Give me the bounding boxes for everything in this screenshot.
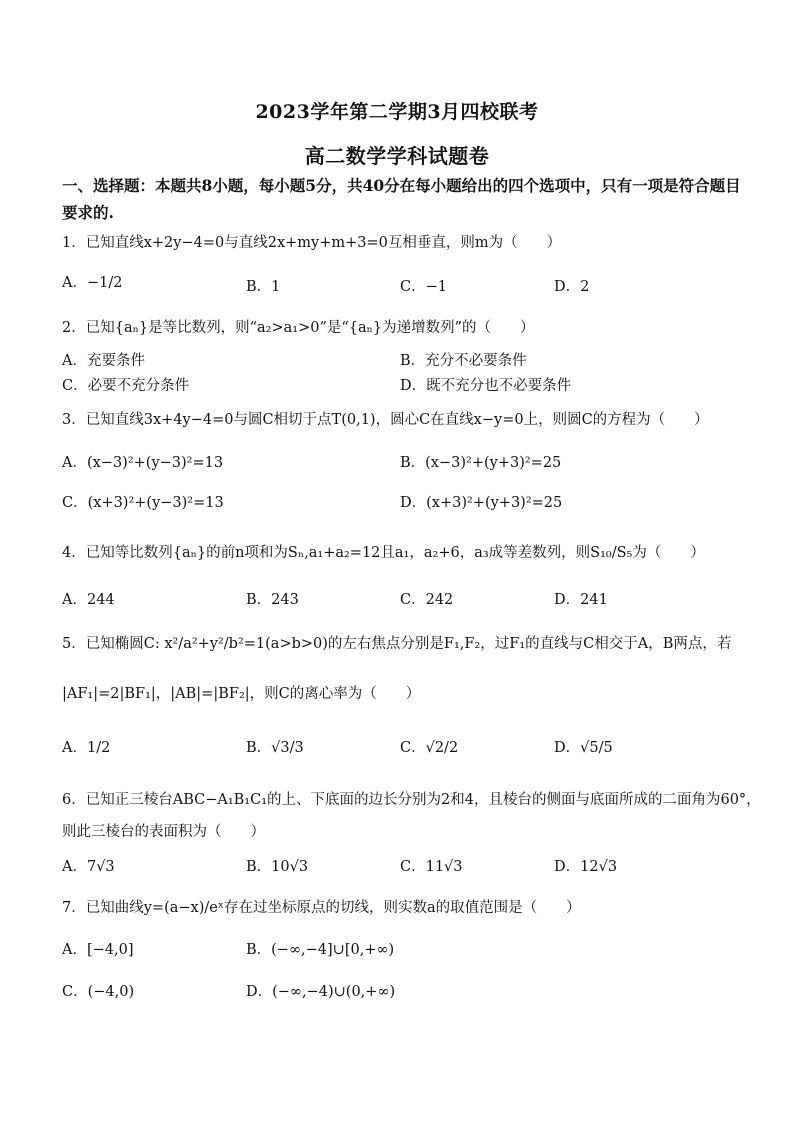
question-5-option-c: C．√2/2 [400, 740, 459, 756]
question-4-option-d: D．241 [554, 592, 608, 608]
question-5-option-d: D．√5/5 [554, 740, 613, 756]
question-2-option-c: C．必要不充分条件 [62, 378, 190, 394]
question-1-option-d: D．2 [554, 279, 590, 295]
question-5-stem-continued: |AF₁|=2|BF₁|，|AB|=|BF₂|，则C的离心率为（ ） [62, 686, 421, 702]
question-2-option-d: D．既不充分也不必要条件 [400, 378, 572, 394]
question-3-option-a: A．(x−3)²+(y−3)²=13 [62, 455, 224, 471]
question-6-stem-continued: 则此三棱台的表面积为（ ） [62, 824, 265, 840]
question-4-option-b: B．243 [246, 592, 299, 608]
question-7-option-c: C．(−4,0) [62, 984, 135, 1000]
question-5-option-b: B．√3/3 [246, 740, 304, 756]
question-2-stem: 2．已知{aₙ}是等比数列，则“a₂>a₁>0”是“{aₙ}为递增数列”的（ ） [62, 320, 535, 336]
question-7-option-d: D．(−∞,−4)∪(0,+∞) [246, 984, 396, 1000]
question-7-option-a: A．[−4,0] [62, 942, 134, 958]
question-1-stem: 1．已知直线x+2y−4=0与直线2x+my+m+3=0互相垂直，则m为（ ） [62, 235, 562, 251]
question-4-option-c: C．242 [400, 592, 454, 608]
question-4-stem: 4．已知等比数列{aₙ}的前n项和为Sₙ,a₁+a₂=12且a₁，a₂+6，a₃成等差数列，则S₁₀/S₅为（ ） [62, 545, 705, 561]
question-3-option-b: B．(x−3)²+(y+3)²=25 [400, 455, 562, 471]
question-6-stem: 6．已知正三棱台ABC−A₁B₁C₁的上、下底面的边长分别为2和4，且棱台的侧面与底面所成的二面角为60°， [62, 792, 761, 808]
question-4-option-a: A．244 [62, 592, 115, 608]
question-7-stem: 7．已知曲线y=(a−x)/eˣ存在过坐标原点的切线，则实数a的取值范围是（ ） [62, 900, 581, 916]
question-2-option-a: A．充要条件 [62, 353, 145, 369]
section-heading: 一、选择题：本题共8小题，每小题5分，共40分在每小题给出的四个选项中，只有一项是符合题目要求的. [62, 176, 741, 222]
question-6-option-a: A．7√3 [62, 859, 115, 875]
question-5-stem: 5．已知椭圆C: x²/a²+y²/b²=1(a>b>0)的左右焦点分别是F₁,F₂，过F₁的直线与C相交于A，B两点，若 [62, 636, 732, 652]
question-3-option-c: C．(x+3)²+(y−3)²=13 [62, 495, 224, 511]
question-6-option-d: D．12√3 [554, 859, 618, 875]
question-3-option-d: D．(x+3)²+(y+3)²=25 [400, 495, 563, 511]
question-1-option-a: A．−1/2 [62, 275, 123, 291]
exam-subtitle: 高二数学学科试题卷 [304, 144, 490, 168]
question-7-option-b: B．(−∞,−4]∪[0,+∞) [246, 942, 395, 958]
question-6-option-c: C．11√3 [400, 859, 463, 875]
question-2-option-b: B．充分不必要条件 [400, 353, 527, 369]
question-6-option-b: B．10√3 [246, 859, 309, 875]
question-1-option-c: C．−1 [400, 279, 447, 295]
exam-title: 2023学年第二学期3月四校联考 [255, 101, 539, 123]
question-1-option-b: B．1 [246, 279, 281, 295]
question-3-stem: 3．已知直线3x+4y−4=0与圆C相切于点T(0,1)，圆心C在直线x−y=0上，则圆C的方程为（ ） [62, 412, 709, 428]
question-5-option-a: A．1/2 [62, 740, 111, 756]
